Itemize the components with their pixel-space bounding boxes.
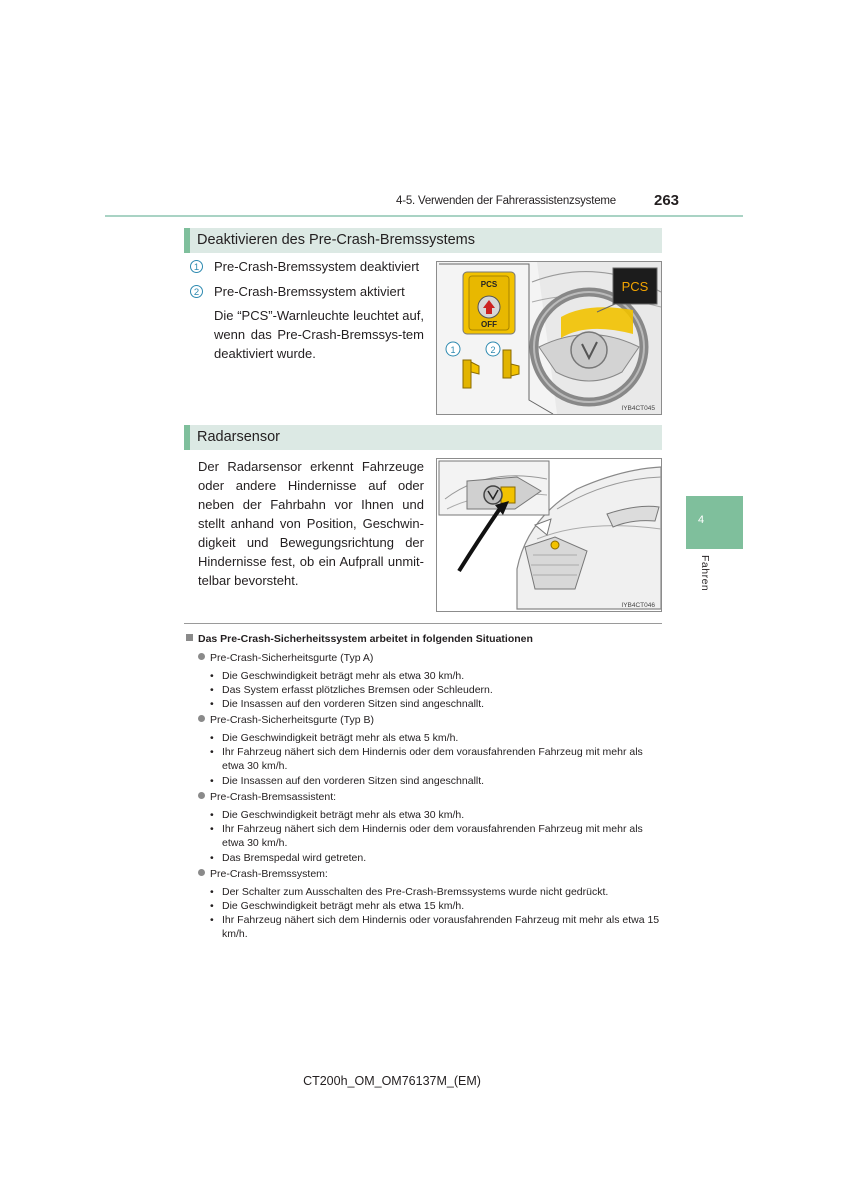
pcs-warning-note: Die “PCS”-Warnleuchte leuchtet auf, wenn das Pre-Crash-Bremssys-tem deaktiviert wurde. xyxy=(214,308,424,361)
list-item: • Das Bremspedal wird getreten. xyxy=(210,852,660,866)
group-title xyxy=(198,652,373,664)
figure-callout-2: 2 xyxy=(490,345,496,355)
list-item: • Die Geschwindigkeit beträgt mehr als etwa 5 km/h. xyxy=(210,732,660,746)
radar-sensor-illustration xyxy=(437,459,661,611)
group-title-text: Pre-Crash-Bremsassistent: xyxy=(210,791,337,803)
numbered-item-2 xyxy=(190,284,405,299)
situations-heading-text: Das Pre-Crash-Sicherheitssystem arbeitet in folgenden Situationen xyxy=(198,633,533,645)
list-item-text: Das System erfasst plötzliches Bremsen oder Schleudern. xyxy=(222,684,493,696)
pcs-indicator-label: PCS xyxy=(621,279,649,294)
list-item: • Die Geschwindigkeit beträgt mehr als etwa 15 km/h. xyxy=(210,900,660,914)
circle-bullet xyxy=(198,653,205,660)
situations-heading xyxy=(186,633,533,645)
section-title: Radarsensor xyxy=(197,429,281,445)
footer-doc-id: CT200h_OM_OM76137M_(EM) xyxy=(303,1074,481,1088)
square-bullet xyxy=(186,634,193,641)
group-title-text: Pre-Crash-Bremssystem: xyxy=(210,868,328,880)
numbered-item-text: Pre-Crash-Bremssystem aktiviert xyxy=(214,284,405,299)
circle-bullet xyxy=(198,715,205,722)
group-title xyxy=(198,714,374,726)
switch-label-pcs: PCS xyxy=(480,280,498,289)
list-item-text: Ihr Fahrzeug nähert sich dem Hindernis oder dem vorausfahrenden Fahrzeug mit mehr als etwa 30 km/h. xyxy=(222,823,643,849)
list-item: • Die Geschwindigkeit beträgt mehr als etwa 30 km/h. xyxy=(210,670,660,684)
section-heading-deactivate xyxy=(184,228,662,253)
section-separator xyxy=(184,623,662,624)
chapter-number: 4 xyxy=(698,514,705,526)
callout-number: 2 xyxy=(190,285,203,298)
figure-callout-1: 1 xyxy=(450,345,456,355)
list-item: • Ihr Fahrzeug nähert sich dem Hindernis oder dem vorausfahrenden Fahrzeug mit mehr als etwa 30 km/h. xyxy=(210,746,660,773)
section-title: Deaktivieren des Pre-Crash-Bremssystems xyxy=(197,232,475,248)
figure-radar-sensor xyxy=(436,458,662,612)
list-item-text: Die Insassen auf den vorderen Sitzen sind angeschnallt. xyxy=(222,698,485,710)
list-item-text: Die Geschwindigkeit beträgt mehr als etwa 30 km/h. xyxy=(222,809,465,821)
list-item: • Die Insassen auf den vorderen Sitzen sind angeschnallt. xyxy=(210,775,660,789)
list-item-text: Das Bremspedal wird getreten. xyxy=(222,852,367,864)
list-item-text: Die Geschwindigkeit beträgt mehr als etwa 15 km/h. xyxy=(222,900,465,912)
list-item-text: Der Schalter zum Ausschalten des Pre-Crash-Bremssystems wurde nicht gedrückt. xyxy=(222,886,609,898)
list-item: • Ihr Fahrzeug nähert sich dem Hindernis oder dem vorausfahrenden Fahrzeug mit mehr als etwa 30 km/h. xyxy=(210,823,660,850)
pcs-switch-illustration xyxy=(437,262,661,414)
page-number: 263 xyxy=(654,192,680,209)
figure-code: IYB4CT046 xyxy=(621,602,655,609)
list-item-text: Ihr Fahrzeug nähert sich dem Hindernis oder dem vorausfahrenden Fahrzeug mit mehr als etwa 30 km/h. xyxy=(222,746,643,772)
header-rule xyxy=(105,215,743,217)
list-item-text: Ihr Fahrzeug nähert sich dem Hindernis oder vorausfahrenden Fahrzeug mit mehr als etwa 15 km/h. xyxy=(222,914,660,940)
chapter-label: Fahren xyxy=(699,555,711,592)
list-item: • Ihr Fahrzeug nähert sich dem Hindernis oder vorausfahrenden Fahrzeug mit mehr als etwa 15 km/h. xyxy=(210,914,660,940)
figure-pcs-switch xyxy=(436,261,662,415)
switch-label-off: OFF xyxy=(481,320,497,329)
running-header-section: 4-5. Verwenden der Fahrerassistenzsysteme xyxy=(396,195,616,207)
list-item: • Der Schalter zum Ausschalten des Pre-Crash-Bremssystems wurde nicht gedrückt. xyxy=(210,886,660,900)
figure-code: IYB4CT045 xyxy=(621,405,655,412)
numbered-item-text: Pre-Crash-Bremssystem deaktiviert xyxy=(214,259,420,274)
callout-number: 1 xyxy=(190,260,203,273)
chapter-tab xyxy=(686,496,743,549)
group-title-text: Pre-Crash-Sicherheitsgurte (Typ A) xyxy=(210,652,374,664)
circle-bullet xyxy=(198,869,205,876)
section-accent xyxy=(184,425,190,450)
list-item-text: Die Geschwindigkeit beträgt mehr als etwa 30 km/h. xyxy=(222,670,465,682)
radar-description: Der Radarsensor erkennt Fahrzeuge oder andere Hindernisse auf oder neben der Fahrbahn vor Ihnen und stellt anhand von Position, Geschwin-digkeit und Bewegungsrichtung der Hindernisse fest, ob ein Aufprall unmit-telbar bevorsteht. xyxy=(198,459,424,588)
section-heading-radar xyxy=(184,425,662,450)
section-accent xyxy=(184,228,190,253)
list-item: • Die Insassen auf den vorderen Sitzen sind angeschnallt. xyxy=(210,698,660,712)
circle-bullet xyxy=(198,792,205,799)
list-item: • Das System erfasst plötzliches Bremsen oder Schleudern. xyxy=(210,684,660,698)
numbered-item-1 xyxy=(190,259,419,274)
list-item-text: Die Geschwindigkeit beträgt mehr als etwa 5 km/h. xyxy=(222,732,459,744)
group-title xyxy=(198,868,328,880)
list-item: • Die Geschwindigkeit beträgt mehr als etwa 30 km/h. xyxy=(210,809,660,823)
list-item-text: Die Insassen auf den vorderen Sitzen sind angeschnallt. xyxy=(222,775,485,787)
group-title-text: Pre-Crash-Sicherheitsgurte (Typ B) xyxy=(210,714,374,726)
group-title xyxy=(198,791,336,803)
